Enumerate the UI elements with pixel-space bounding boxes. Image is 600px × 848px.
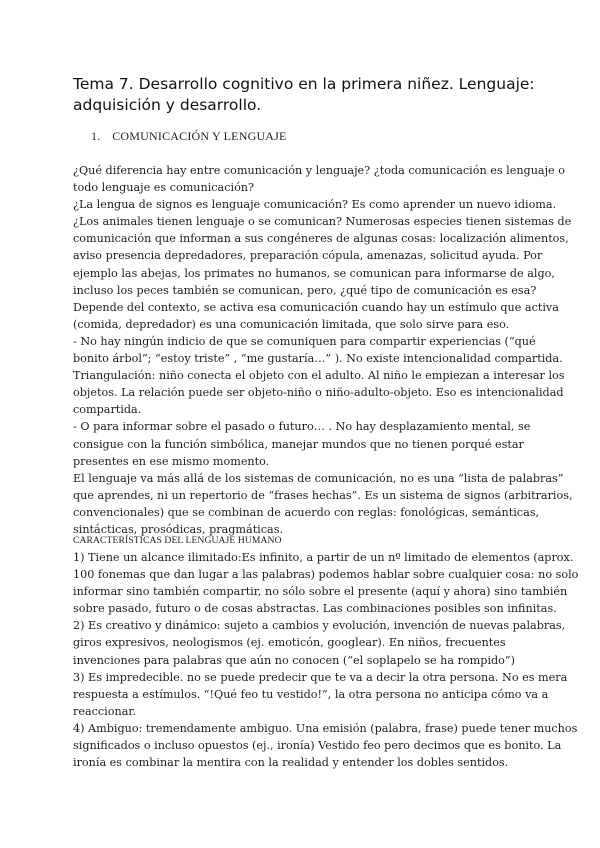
text-line: El lenguaje va más allá de los sistemas de comunicación, no es una “lista de palabras” — [73, 471, 564, 485]
text-line: ¿Los animales tienen lenguaje o se comunican? Numerosas especies tienen sistemas de — [73, 215, 572, 229]
text-line: compartida. — [73, 403, 142, 417]
text-line: presentes en ese mismo momento. — [73, 454, 270, 468]
section-number: 1. — [91, 129, 101, 143]
text-line: sobre pasado, futuro o de cosas abstractas. Las combinaciones posibles son infinitas. — [73, 602, 557, 616]
paragraph-characteristics — [73, 549, 579, 771]
text-line: Depende del contexto, se activa esa comunicación cuando hay un estímulo que activa — [73, 300, 559, 314]
text-line: ejemplo las abejas, los primates no humanos, se comunican para informarse de algo, — [73, 266, 555, 280]
text-line: 3) Es impredecible. no se puede predecir que te va a decir la otra persona. No es mera — [73, 670, 568, 684]
text-line: invenciones para palabras que aún no conocen (“el soplapelo se ha rompido”) — [73, 653, 515, 667]
text-line: 1) Tiene un alcance ilimitado:Es infinito, a partir de un nº limitado de elementos (aprox. — [73, 551, 574, 564]
text-line: comunicación que informan a sus congéneres de algunas cosas: localización alimentos, — [73, 232, 569, 246]
text-line: consigue con la función simbólica, manejar mundos que no tienen porqué estar — [73, 437, 524, 451]
text-line: sintácticas, prosódicas, pragmáticas. — [73, 522, 283, 536]
text-line: convencionales) que se combinan de acuerdo con reglas: fonológicas, semánticas, — [73, 505, 540, 519]
text-line: giros expresivos, neologismos (ej. emoticón, googlear). En niños, frecuentes — [73, 636, 506, 650]
text-line: 4) Ambiguo: tremendamente ambiguo. Una emisión (palabra, frase) puede tener muchos — [73, 721, 578, 735]
document-title — [73, 74, 553, 116]
characteristics-heading: CARACTERÍSTICAS DEL LENGUAJE HUMANO — [73, 535, 282, 546]
text-line: ¿Qué diferencia hay entre comunicación y lenguaje? ¿toda comunicación es lenguaje o — [73, 164, 565, 177]
text-line: todo lenguaje es comunicación? — [73, 181, 255, 195]
section-title: COMUNICACIÓN Y LENGUAJE — [112, 129, 287, 143]
text-line: ironía es combinar la mentira con la realidad y entender los dobles sentidos. — [73, 756, 509, 770]
text-line: objetos. La relación puede ser objeto-niño o niño-adulto-objeto. Eso es intencionalidad — [73, 386, 564, 400]
text-line: - No hay ningún indicio de que se comuniquen para compartir experiencias (“qué — [73, 334, 536, 348]
text-line: aviso presencia depredadores, preparación cópula, amenazas, solicitud ayuda. Por — [73, 249, 543, 263]
text-line: reaccionar. — [73, 704, 137, 718]
section-heading — [91, 129, 287, 144]
text-line: 2) Es creativo y dinámico: sujeto a cambios y evolución, invención de nuevas palabras, — [73, 619, 566, 633]
text-line: significados o incluso opuestos (ej., ironía) Vestido feo pero decimos que es bonito. La — [73, 739, 562, 753]
text-line: Triangulación: niño conecta el objeto con el adulto. Al niño le empiezan a interesar los — [73, 369, 565, 383]
text-line: - O para informar sobre el pasado o futuro… . No hay desplazamiento mental, se — [73, 420, 531, 434]
text-line: bonito árbol”; “estoy triste” , “me gustaría…” ). No existe intencionalidad compartida. — [73, 352, 563, 366]
title-line-1: Tema 7. Desarrollo cognitivo en la primera niñez. Lenguaje: — [73, 75, 535, 93]
text-line: que aprendes, ni un repertorio de “frases hechas”. Es un sistema de signos (arbitrarios, — [73, 488, 573, 502]
paragraph-communication — [73, 162, 573, 538]
text-line: 100 fonemas que dan lugar a las palabras) podemos hablar sobre cualquier cosa: no solo — [73, 568, 579, 582]
text-line: respuesta a estímulos. “!Qué feo tu vestido!”, la otra persona no anticipa cómo va a — [73, 687, 549, 701]
text-line: (comida, depredador) es una comunicación limitada, que solo sirve para eso. — [73, 317, 510, 331]
text-line: incluso los peces también se comunican, pero, ¿qué tipo de comunicación es esa? — [73, 283, 537, 297]
text-line: informar sino también compartir, no sólo sobre el presente (aquí y ahora) sino también — [73, 585, 568, 599]
title-line-2: adquisición y desarrollo. — [73, 96, 262, 114]
text-line: ¿La lengua de signos es lenguaje comunicación? Es como aprender un nuevo idioma. — [73, 198, 557, 212]
